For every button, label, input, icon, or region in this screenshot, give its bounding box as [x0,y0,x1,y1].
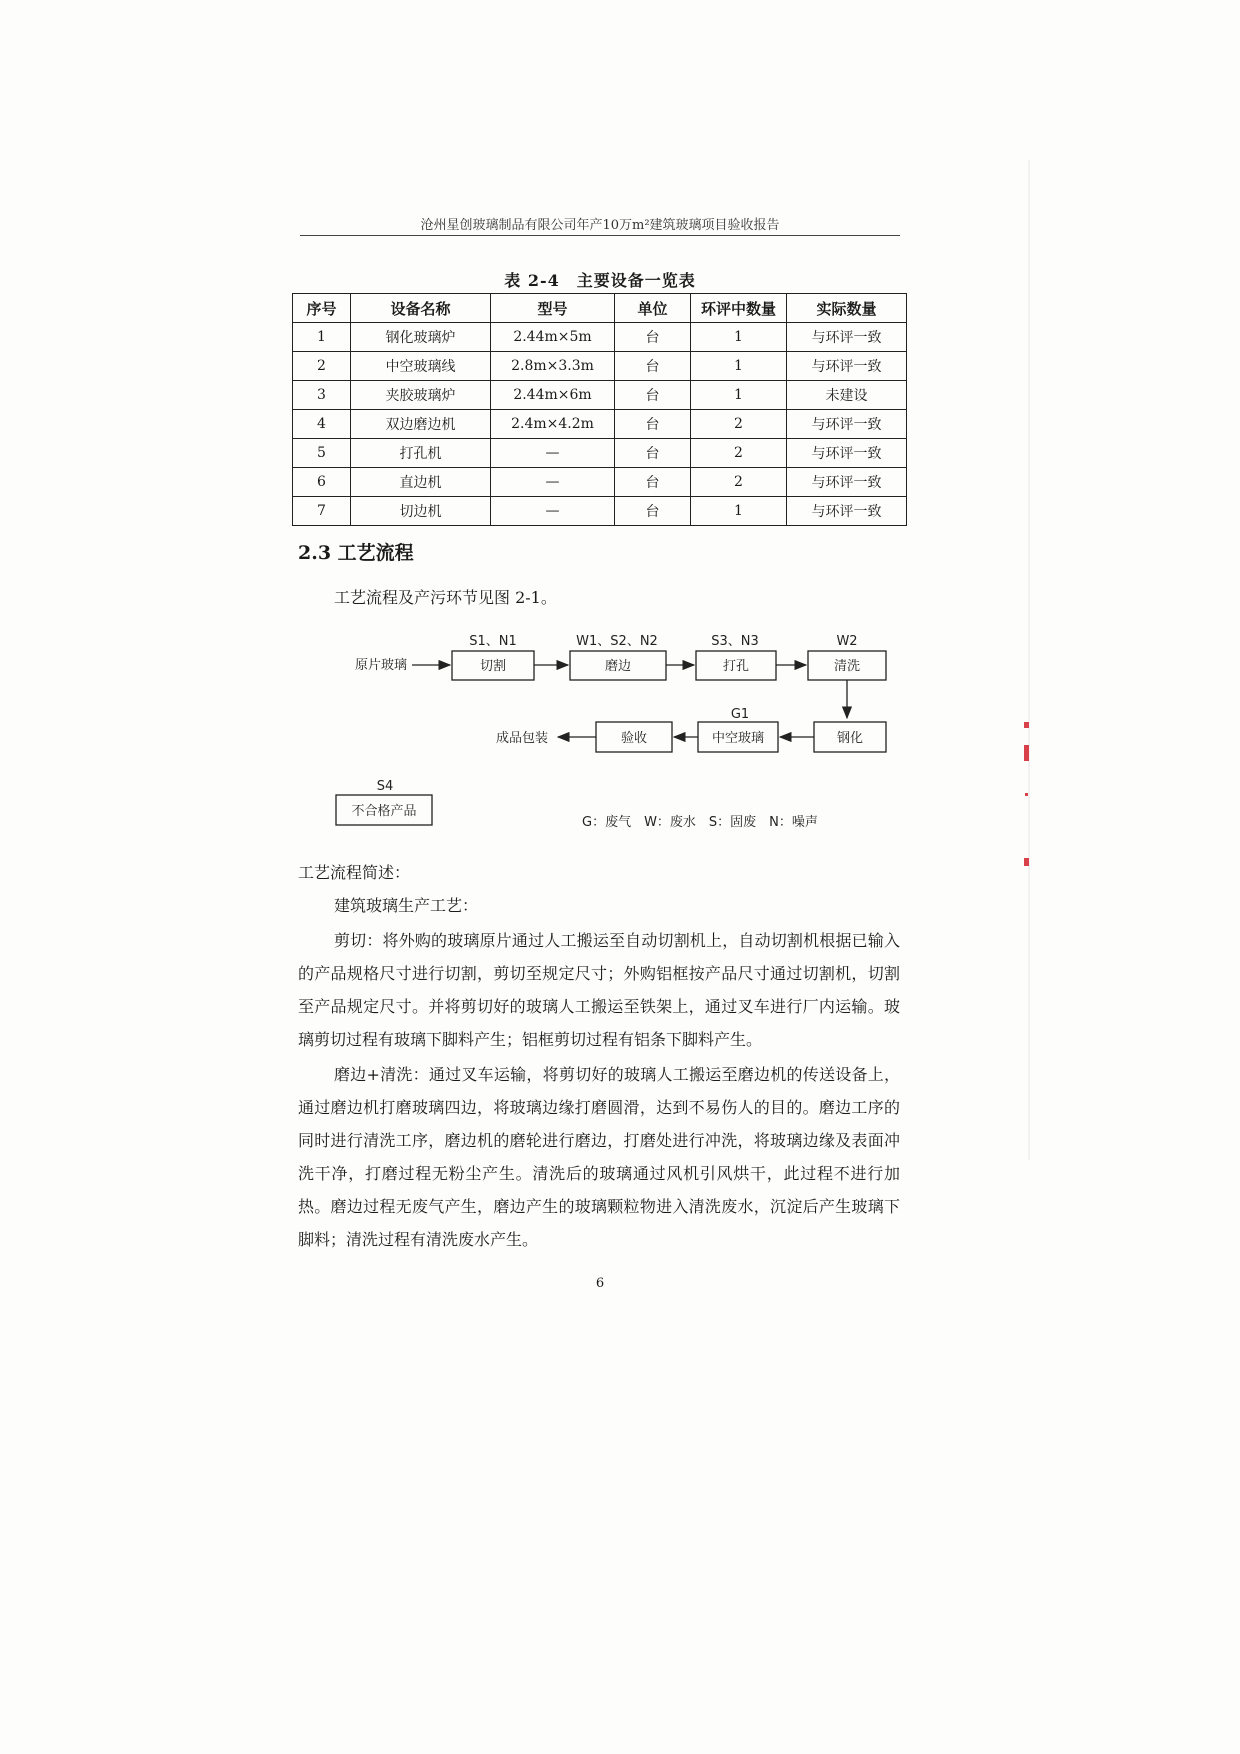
table-cell: 与环评一致 [787,323,907,352]
table-cell: 1 [691,381,787,410]
paragraph-cutting: 剪切：将外购的玻璃原片通过人工搬运至自动切割机上，自动切割机根据已输入的产品规格尺寸进行切割，剪切至规定尺寸；外购铝框按产品尺寸通过切割机，切割至产品规定尺寸。并将剪切好的玻璃人工搬运至铁架上，通过叉车进行厂内运输。玻璃剪切过程有玻璃下脚料产生；铝框剪切过程有铝条下脚料产生。 [298,931,900,1049]
table-cell: 2.8m×3.3m [491,352,615,381]
table-header-row [293,294,907,323]
table-cell: 与环评一致 [787,410,907,439]
column-header: 型号 [491,294,615,323]
table-cell: 1 [691,497,787,526]
section-title: 2.3 工艺流程 [298,542,414,564]
table-row [293,439,907,468]
table-cell: 台 [615,410,691,439]
table-cell: 1 [293,323,351,352]
column-header: 序号 [293,294,351,323]
flow-step-temper: 钢化 [836,731,864,746]
table-cell: 与环评一致 [787,468,907,497]
table-cell: 2 [293,352,351,381]
page-number: 6 [595,1276,605,1291]
flow-legend: G：废气 W：废水 S：固废 N：噪声 [582,815,818,830]
flow-box-grind [570,651,666,680]
column-header: 单位 [615,294,691,323]
table-cell: 钢化玻璃炉 [351,323,491,352]
flow-step-wash: 清洗 [833,659,861,674]
table-cell: 2.44m×5m [491,323,615,352]
table-cell: 与环评一致 [787,497,907,526]
pollutant-label: S3、N3 [711,634,759,649]
table-cell: 中空玻璃线 [351,352,491,381]
flow-box-inspect [596,722,672,752]
column-header: 环评中数量 [691,294,787,323]
flow-step-grind: 磨边 [604,659,632,674]
table-row [293,381,907,410]
process-summary-heading: 工艺流程简述： [298,863,411,882]
column-header: 实际数量 [787,294,907,323]
table-cell: 2 [691,468,787,497]
scan-edge-mark [1025,793,1028,796]
flow-box-drill [696,651,776,680]
pollutant-label: G1 [730,707,750,722]
flow-reject-label: 不合格产品 [351,804,417,819]
table-cell: — [491,468,615,497]
table-cell: 台 [615,468,691,497]
flow-input-label: 原片玻璃 [355,658,408,673]
scan-edge-mark [1024,858,1029,866]
table-row [293,410,907,439]
table-cell: 2 [691,410,787,439]
column-header: 设备名称 [351,294,491,323]
scan-edge-line [1028,160,1030,1160]
table-cell: 台 [615,352,691,381]
table-cell: 2.4m×4.2m [491,410,615,439]
table-cell: 与环评一致 [787,439,907,468]
table-row [293,497,907,526]
table-cell: 打孔机 [351,439,491,468]
table-cell: 6 [293,468,351,497]
table-cell: 直边机 [351,468,491,497]
process-subheading: 建筑玻璃生产工艺： [334,896,479,915]
flow-box-hollow [698,722,778,752]
table-cell: 双边磨边机 [351,410,491,439]
flow-step-cut: 切割 [479,659,507,674]
flow-box-cut [452,651,534,680]
flow-step-hollow: 中空玻璃 [711,731,765,746]
table-cell: 未建设 [787,381,907,410]
flow-box-wash [808,651,886,680]
table-cell: 台 [615,497,691,526]
flow-box-reject [336,795,432,825]
flow-output-label: 成品包装 [496,731,549,746]
table-row [293,468,907,497]
scan-edge-mark [1024,745,1029,761]
pollutant-label: S1、N1 [469,634,517,649]
table-cell: 2.44m×6m [491,381,615,410]
flow-box-temper [814,722,886,752]
pollutant-label: S4 [376,779,394,794]
page-header: 沧州星创玻璃制品有限公司年产10万m²建筑玻璃项目验收报告 [420,218,780,233]
table-row [293,323,907,352]
table-cell: 台 [615,381,691,410]
table-caption: 表 2-4 主要设备一览表 [504,271,696,290]
equipment-table [292,293,907,526]
header-rule [300,235,900,236]
table-cell: 2 [691,439,787,468]
table-row [293,352,907,381]
table-cell: 3 [293,381,351,410]
section-intro: 工艺流程及产污环节见图 2-1。 [334,588,557,607]
flow-step-inspect: 验收 [620,731,648,746]
pollutant-label: W1、S2、N2 [576,634,658,649]
table-cell: 1 [691,352,787,381]
table-cell: 5 [293,439,351,468]
table-cell: 夹胶玻璃炉 [351,381,491,410]
table-cell: — [491,497,615,526]
table-cell: 7 [293,497,351,526]
paragraph-grinding-washing: 磨边+清洗：通过叉车运输，将剪切好的玻璃人工搬运至磨边机的传送设备上，通过磨边机打磨玻璃四边，将玻璃边缘打磨圆滑，达到不易伤人的目的。磨边工序的同时进行清洗工序，磨边机的磨轮进行磨边，打磨处进行冲洗，将玻璃边缘及表面冲洗干净，打磨过程无粉尘产生。清洗后的玻璃通过风机引风烘干，此过程不进行加热。磨边过程无废气产生，磨边产生的玻璃颗粒物进入清洗废水，沉淀后产生玻璃下脚料；清洗过程有清洗废水产生。 [298,1065,900,1249]
table-cell: — [491,439,615,468]
table-cell: 4 [293,410,351,439]
table-cell: 台 [615,323,691,352]
scan-edge-mark [1024,722,1029,728]
table-cell: 与环评一致 [787,352,907,381]
table-cell: 台 [615,439,691,468]
pollutant-label: W2 [836,634,858,649]
table-cell: 1 [691,323,787,352]
table-cell: 切边机 [351,497,491,526]
flow-step-drill: 打孔 [722,659,750,674]
